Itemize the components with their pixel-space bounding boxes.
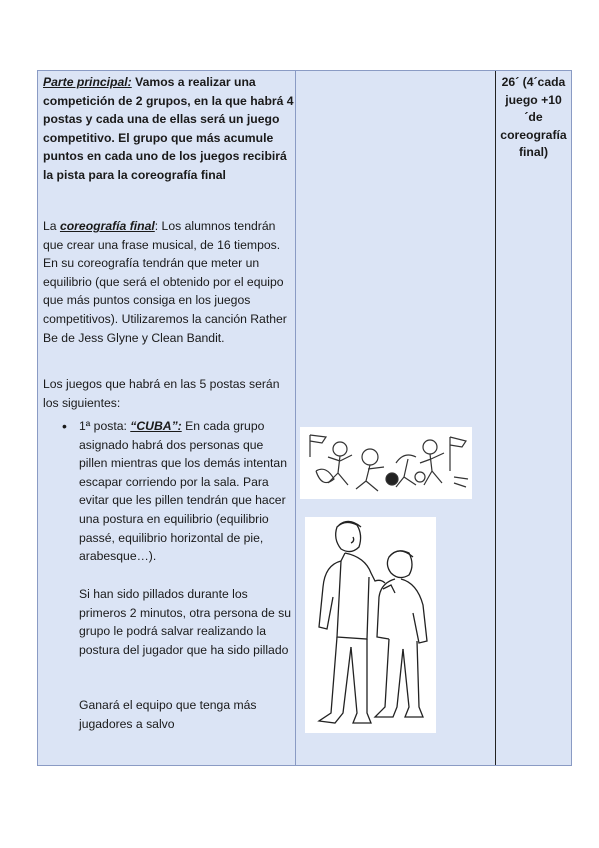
choreo-text: : Los alumnos tendrán que crear una frase musical, de 16 tiempos. En su coreografía tendrán que meter un equilibrio (que será el obtenido por el equipo que más puntos consiga en los juegos competitivos). Utilizaremos la canción Rather Be de Jess Glyne y Clean Bandit. [43,219,287,345]
bullet-icon: • [62,418,67,434]
choreo-paragraph [43,217,295,347]
intro-heading: Parte principal: [43,75,132,89]
posta1-label: 1ª posta: [79,419,131,433]
choreo-prefix: La [43,219,60,233]
intro-text: Vamos a realizar una competición de 2 grupos, en la que habrá 4 postas y cada una de ellas será un juego competitivo. El grupo que más acumule puntos en cada uno de los juegos recibirá la pista para la coreografía final [43,75,294,182]
choreo-term: coreografía final [59,219,155,233]
games-intro: Los juegos que habrá en las 5 postas serán los siguientes: [43,377,280,410]
posta1-paragraph [79,417,295,566]
time-line-3: ´de [524,110,543,124]
activity-column [38,71,296,765]
time-line-1: 26´ (4´cada [501,75,566,89]
time-line-5: final) [518,145,549,159]
time-line-4: coreografía [500,127,567,142]
image-column [295,71,496,765]
children-playing-illustration [300,427,472,499]
lesson-table [37,70,572,766]
posta1-name: “CUBA”: [130,419,182,433]
two-boys-illustration [305,517,436,733]
posta1-text: En cada grupo asignado habrá dos personas que pillen mientras que los demás intentan escapar corriendo por la sala. Para evitar que les pillen tendrán que hacer una postura en equilibrio (equilibrio passé, equilibrio horizontal de pie, arabesque…). [79,419,287,564]
time-column [495,71,572,765]
posta1-para2: Si han sido pillados durante los primeros 2 minutos, otra persona de su grupo le podrá salvar realizando la postura del jugador que ha sido pillado [79,587,292,657]
intro-paragraph [43,73,295,185]
posta1-para3: Ganará el equipo que tenga más jugadores a salvo [79,698,257,731]
time-line-2: juego +10 [505,92,562,107]
